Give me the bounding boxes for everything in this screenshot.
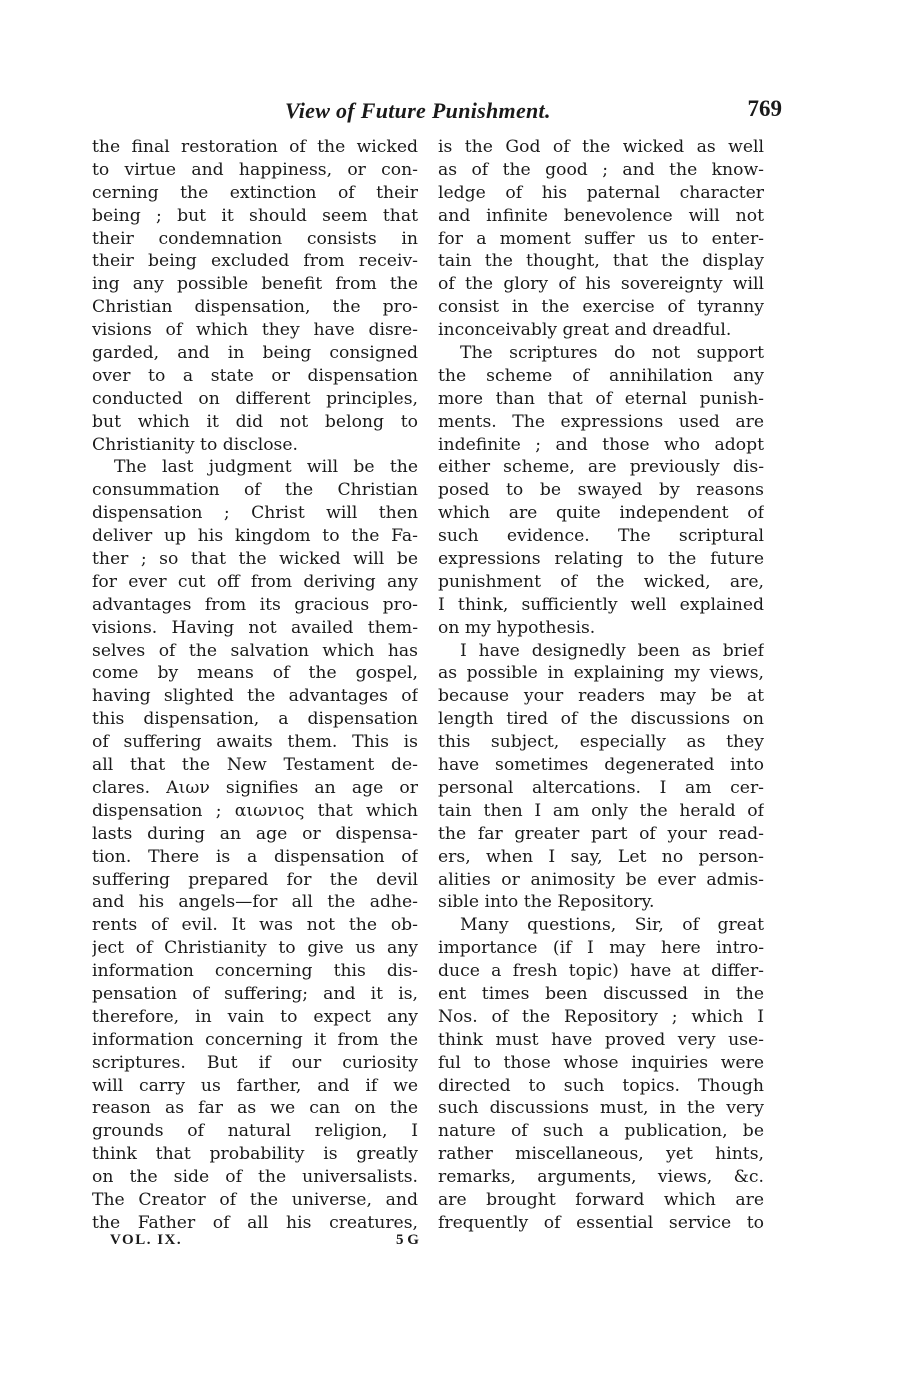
text-line: dispensation ; αιωνιος that which (92, 800, 418, 821)
text-line: come by means of the gospel, (92, 663, 418, 684)
text-line: more than that of eternal punish- (438, 388, 764, 409)
text-line: The Creator of the universe, and (92, 1189, 418, 1210)
text-line: ing any possible benefit from the (92, 274, 418, 295)
text-line: tain the thought, that the display (438, 251, 764, 272)
text-line: have sometimes degenerated into (438, 755, 764, 776)
text-line: think must have proved very use- (438, 1029, 764, 1050)
text-line: cerning the extinction of their (92, 182, 418, 203)
text-line: grounds of natural religion, I (92, 1121, 418, 1142)
text-line: either scheme, are previously dis- (438, 457, 764, 478)
text-line: information concerning it from the (92, 1029, 418, 1050)
text-line: advantages from its gracious pro- (92, 594, 418, 615)
text-line: duce a fresh topic) have at differ- (438, 961, 764, 982)
text-line: frequently of essential service to (438, 1212, 764, 1233)
text-line: having slighted the advantages of (92, 686, 418, 707)
running-head (100, 98, 790, 138)
text-line: the final restoration of the wicked (92, 137, 418, 157)
text-line: Nos. of the Repository ; which I (438, 1006, 764, 1027)
text-line: tion. There is a dispensation of (92, 846, 418, 867)
text-line: deliver up his kingdom to the Fa- (92, 526, 418, 547)
text-line: their being excluded from receiv- (92, 251, 418, 272)
text-line: lasts during an age or dispensa- (92, 823, 418, 844)
text-line: on my hypothesis. (438, 617, 596, 638)
left-column (92, 136, 418, 1235)
text-line: their condemnation consists in (92, 228, 418, 249)
text-line: all that the New Testament de- (92, 755, 418, 776)
text-line: this subject, especially as they (438, 732, 764, 753)
text-line: on the side of the universalists. (92, 1167, 418, 1188)
text-line: the Father of all his creatures, (92, 1212, 418, 1233)
text-line: is the God of the wicked as well (438, 137, 764, 157)
text-line: personal altercations. I am cer- (438, 777, 764, 798)
text-line: visions of which they have disre- (92, 320, 418, 341)
text-line: pensation of suffering; and it is, (92, 983, 418, 1004)
text-line: to virtue and happiness, or con- (92, 159, 418, 180)
text-line: I have designedly been as brief (460, 640, 764, 661)
text-line: ledge of his paternal character (438, 182, 764, 203)
text-line: because your readers may be at (438, 686, 764, 707)
page-number: 769 (747, 96, 782, 121)
text-line: reason as far as we can on the (92, 1098, 418, 1119)
text-line: consummation of the Christian (92, 480, 418, 501)
text-line: which are quite independent of (438, 503, 764, 524)
text-line: are brought forward which are (438, 1189, 764, 1210)
text-line: over to a state or dispensation (92, 365, 418, 386)
text-line: suffering prepared for the devil (92, 869, 418, 890)
text-line: alities or animosity be ever admis- (438, 869, 764, 890)
text-line: I think, sufficiently well explained (438, 594, 764, 615)
text-line: sible into the Repository. (438, 892, 655, 913)
text-line: being ; but it should seem that (92, 205, 418, 226)
text-line: of suffering awaits them. This is (92, 732, 418, 753)
text-line: importance (if I may here intro- (438, 938, 764, 959)
text-line: as possible in explaining my views, (438, 663, 764, 684)
right-column (438, 136, 764, 1235)
text-line: ful to those whose inquiries were (438, 1052, 764, 1073)
text-line: rents of evil. It was not the ob- (92, 915, 418, 936)
text-line: such evidence. The scriptural (438, 526, 764, 547)
text-line: inconceivably great and dreadful. (438, 320, 732, 341)
text-line: ers, when I say, Let no person- (438, 846, 764, 867)
text-line: remarks, arguments, views, &c. (438, 1167, 764, 1188)
text-line: ject of Christianity to give us any (92, 938, 418, 959)
text-line: nature of such a publication, be (438, 1121, 764, 1142)
text-line: length tired of the discussions on (438, 709, 764, 730)
text-line: tain then I am only the herald of (438, 800, 764, 821)
text-line: and infinite benevolence will not (438, 205, 764, 226)
text-line: conducted on different principles, (92, 388, 418, 409)
text-line: ther ; so that the wicked will be (92, 549, 418, 570)
text-line: rather miscellaneous, yet hints, (438, 1144, 764, 1165)
volume-label: VOL. IX. (110, 1232, 183, 1248)
text-line: dispensation ; Christ will then (92, 503, 418, 524)
text-line: scriptures. But if our curiosity (92, 1052, 418, 1073)
text-line: Christian dispensation, the pro- (92, 297, 418, 318)
text-line: Christianity to disclose. (92, 434, 299, 455)
text-line: information concerning this dis- (92, 961, 418, 982)
text-line: the far greater part of your read- (438, 823, 764, 844)
text-line: selves of the salvation which has (92, 640, 418, 661)
running-title: View of Future Punishment. (285, 98, 551, 123)
text-line: ments. The expressions used are (438, 411, 764, 432)
text-line: consist in the exercise of tyranny (438, 297, 764, 318)
text-line: garded, and in being consigned (92, 343, 418, 364)
text-line: such discussions must, in the very (438, 1098, 764, 1119)
text-line: indefinite ; and those who adopt (438, 434, 764, 455)
text-line: but which it did not belong to (92, 411, 418, 432)
text-line: this dispensation, a dispensation (92, 709, 418, 730)
text-line: The last judgment will be the (114, 457, 418, 478)
text-line: visions. Having not availed them- (92, 617, 418, 638)
text-line: the scheme of annihilation any (438, 365, 764, 386)
text-line: posed to be swayed by reasons (438, 480, 764, 501)
page-footer (110, 1232, 430, 1254)
text-line: as of the good ; and the know- (438, 159, 764, 180)
text-line: clares. Αιων signifies an age or (92, 777, 418, 798)
text-line: for a moment suffer us to enter- (438, 228, 764, 249)
text-line: expressions relating to the future (438, 549, 764, 570)
text-line: and his angels—for all the adhe- (92, 892, 418, 913)
text-line: ent times been discussed in the (438, 983, 764, 1004)
text-line: of the glory of his sovereignty will (438, 274, 764, 295)
text-line: directed to such topics. Though (438, 1075, 764, 1096)
text-line: punishment of the wicked, are, (438, 571, 764, 592)
text-line: therefore, in vain to expect any (92, 1006, 418, 1027)
text-line: will carry us farther, and if we (92, 1075, 418, 1096)
text-line: The scriptures do not support (460, 343, 764, 364)
signature-mark: 5 G (396, 1232, 419, 1248)
text-line: for ever cut off from deriving any (92, 571, 418, 592)
text-line: think that probability is greatly (92, 1144, 418, 1165)
text-line: Many questions, Sir, of great (460, 915, 764, 936)
